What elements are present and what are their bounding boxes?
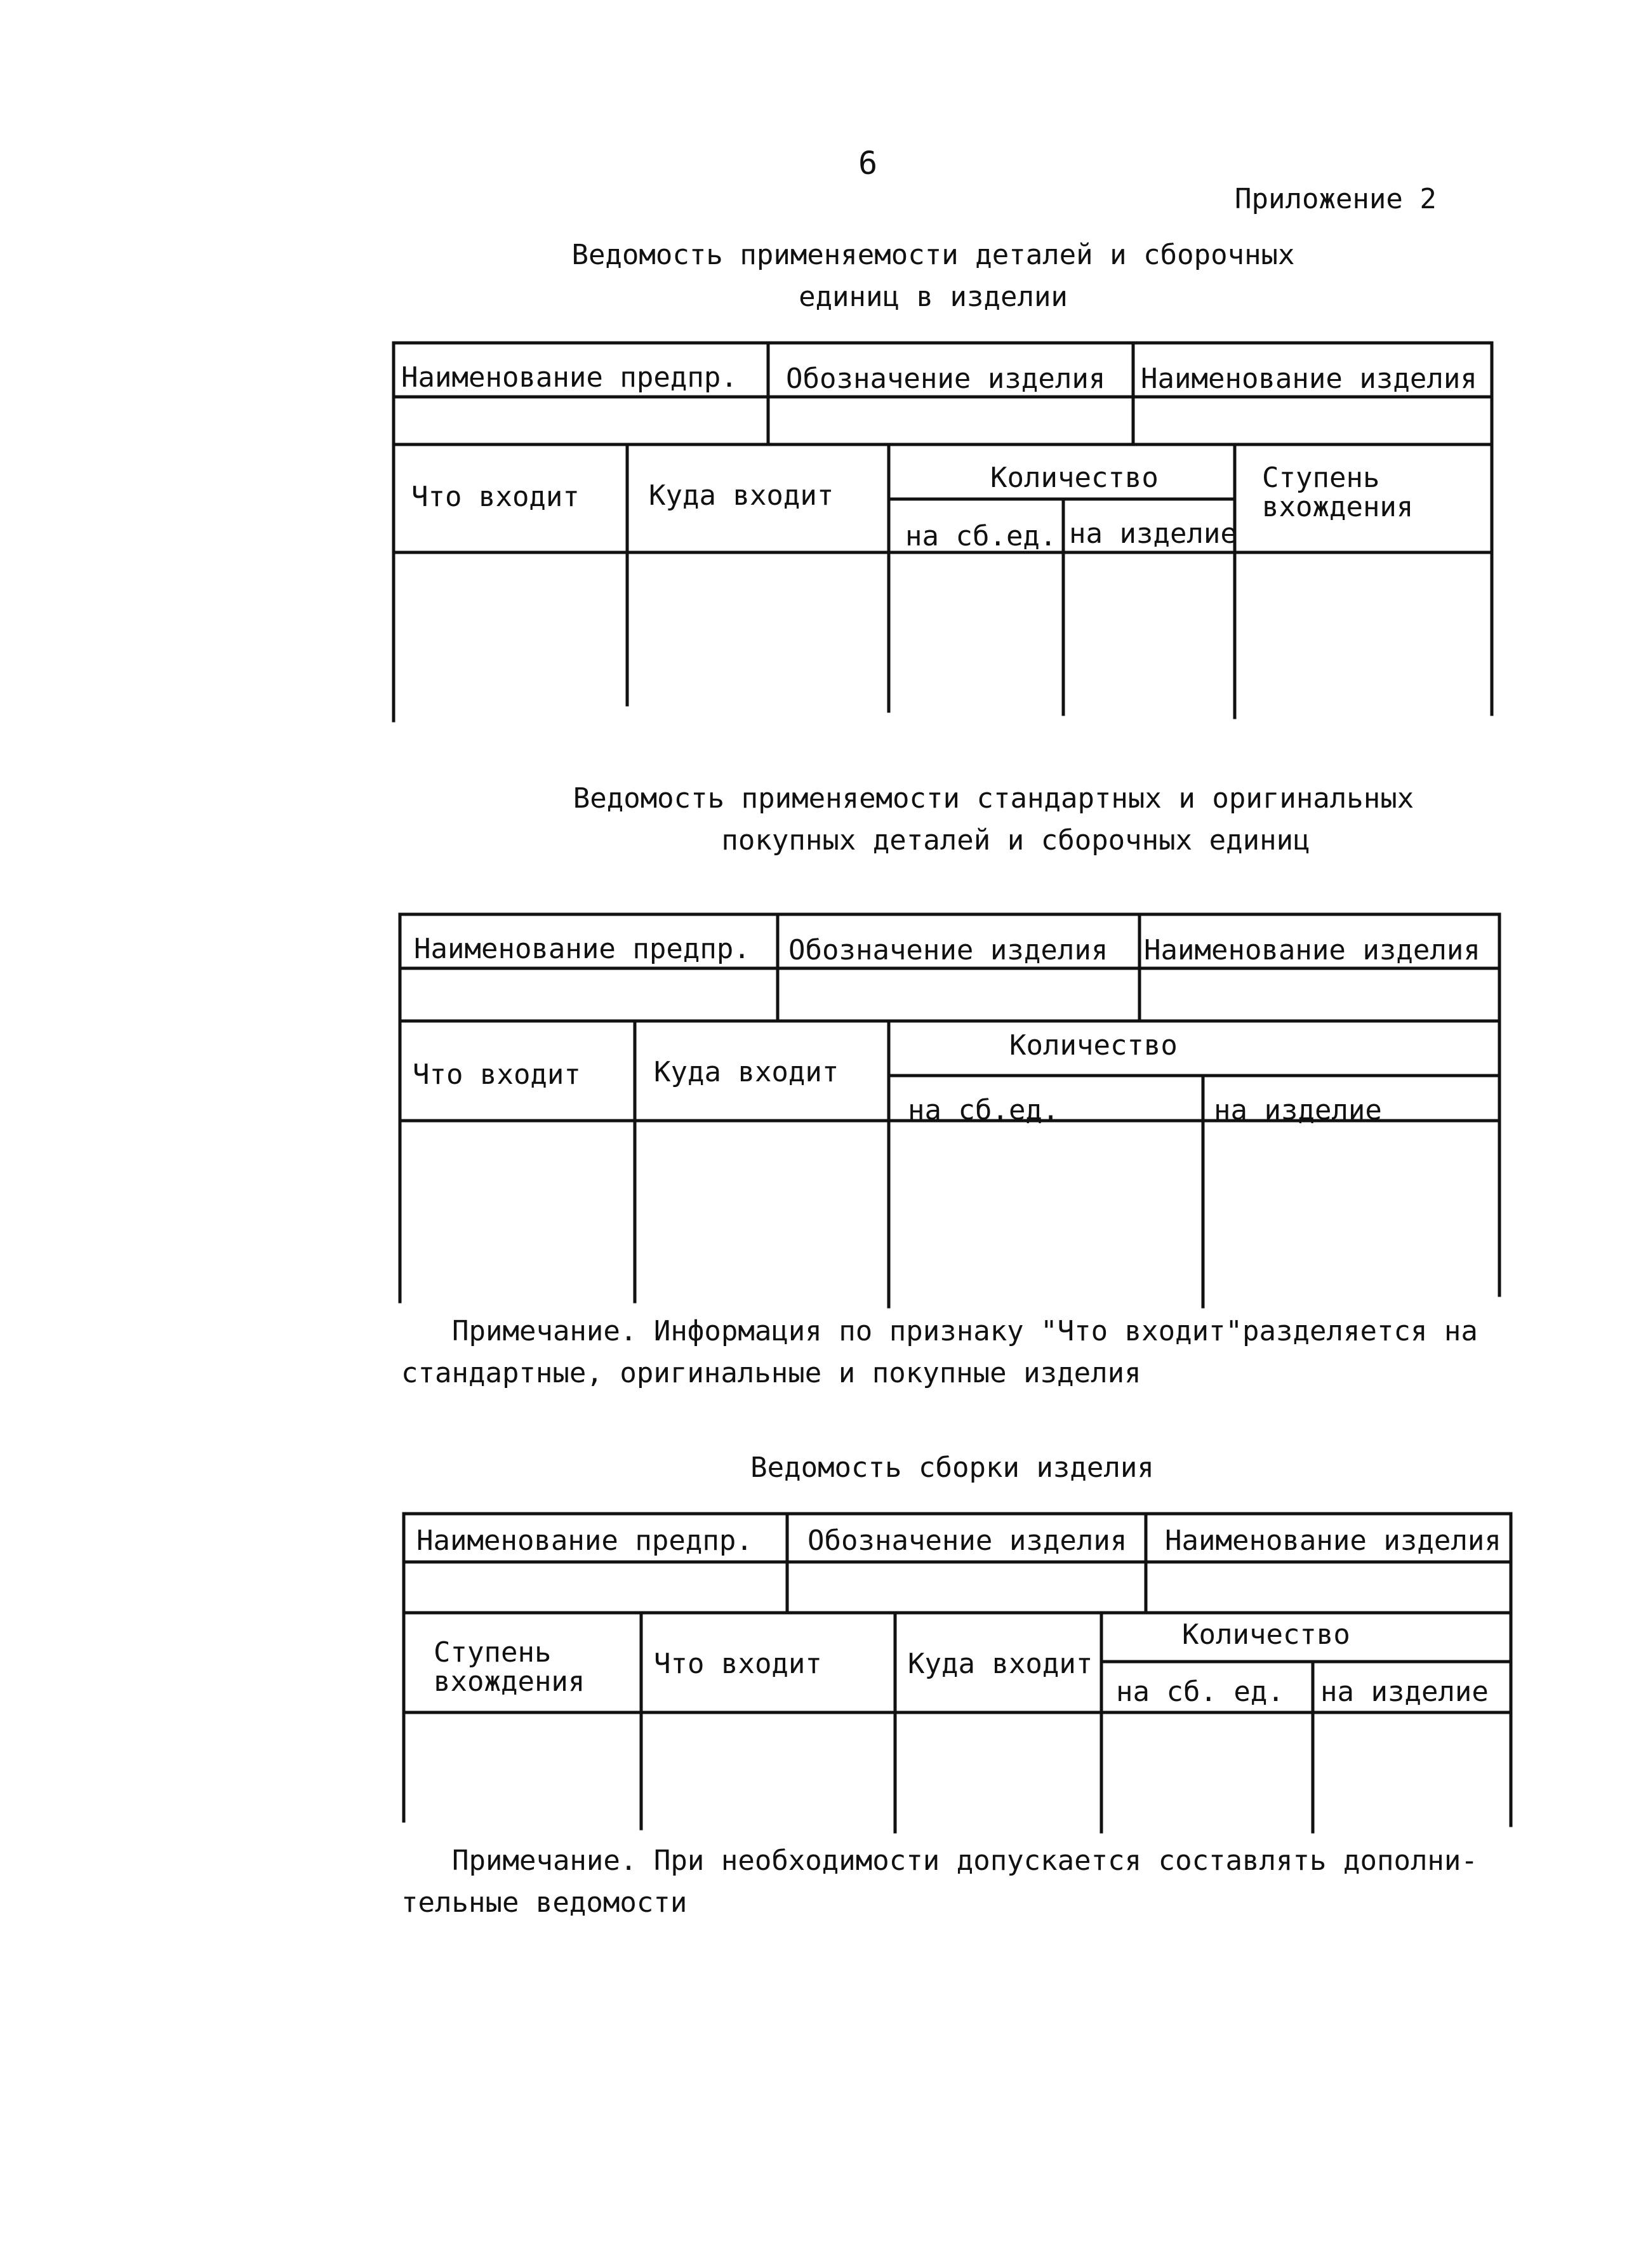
table1-col-where-enters: Куда входит (649, 479, 834, 512)
table3-title: Ведомость сборки изделия (750, 1451, 1154, 1484)
table1-title-line1: Ведомость применяемости деталей и сборочных (571, 239, 1295, 271)
table1-col-what-enters: Что входит (411, 481, 580, 513)
table3-col-per-product: на изделие (1320, 1676, 1489, 1708)
appendix-label: Приложение 2 (1235, 183, 1437, 215)
table3-enterprise-header: Наименование предпр. (416, 1524, 753, 1557)
table2-designation-header: Обозначение изделия (788, 934, 1108, 966)
table3-col-per-assembly: на сб. ед. (1116, 1676, 1284, 1708)
table1-col-quantity: Количество (990, 462, 1159, 494)
table1-col-per-assembly: на сб.ед. (905, 520, 1057, 552)
table1-enterprise-header: Наименование предпр. (401, 361, 738, 394)
table3-note: Примечание. При необходимости допускается составлять дополни- тельные ведомости (401, 1844, 1478, 1919)
table2-col-quantity: Количество (1009, 1029, 1178, 1062)
table2-col-where-enters: Куда входит (654, 1056, 839, 1088)
table2-col-per-assembly: на сб.ед. (908, 1094, 1060, 1126)
table3-product-name-header: Наименование изделия (1165, 1524, 1501, 1557)
table3-col-quantity: Количество (1182, 1618, 1350, 1651)
table2-title-line1: Ведомость применяемости стандартных и оригинальных (573, 782, 1414, 815)
page-number: 6 (858, 145, 878, 182)
table2-col-per-product: на изделие (1214, 1094, 1382, 1126)
table3-col-where-enters: Куда входит (908, 1648, 1093, 1680)
table2-note: Примечание. Информация по признаку "Что входит"разделяется на стандартные, оригинальные и покупные изделия (401, 1315, 1478, 1389)
table3-col-entry-level: Ступень вхождения (434, 1636, 585, 1698)
table1-col-entry-level: Ступень вхождения (1262, 462, 1414, 524)
table1-title-line2: единиц в изделии (799, 281, 1068, 313)
table1-designation-header: Обозначение изделия (786, 363, 1106, 395)
table3-col-what-enters: Что входит (654, 1648, 822, 1680)
table1-col-per-product: на изделие (1069, 517, 1237, 550)
table2-col-what-enters: Что входит (413, 1058, 581, 1091)
table3-designation-header: Обозначение изделия (807, 1524, 1127, 1557)
table2-enterprise-header: Наименование предпр. (414, 933, 750, 965)
table2-product-name-header: Наименование изделия (1144, 934, 1480, 966)
table2-title-line2: покупных деталей и сборочных единиц (721, 824, 1310, 857)
table1-product-name-header: Наименование изделия (1141, 363, 1477, 395)
